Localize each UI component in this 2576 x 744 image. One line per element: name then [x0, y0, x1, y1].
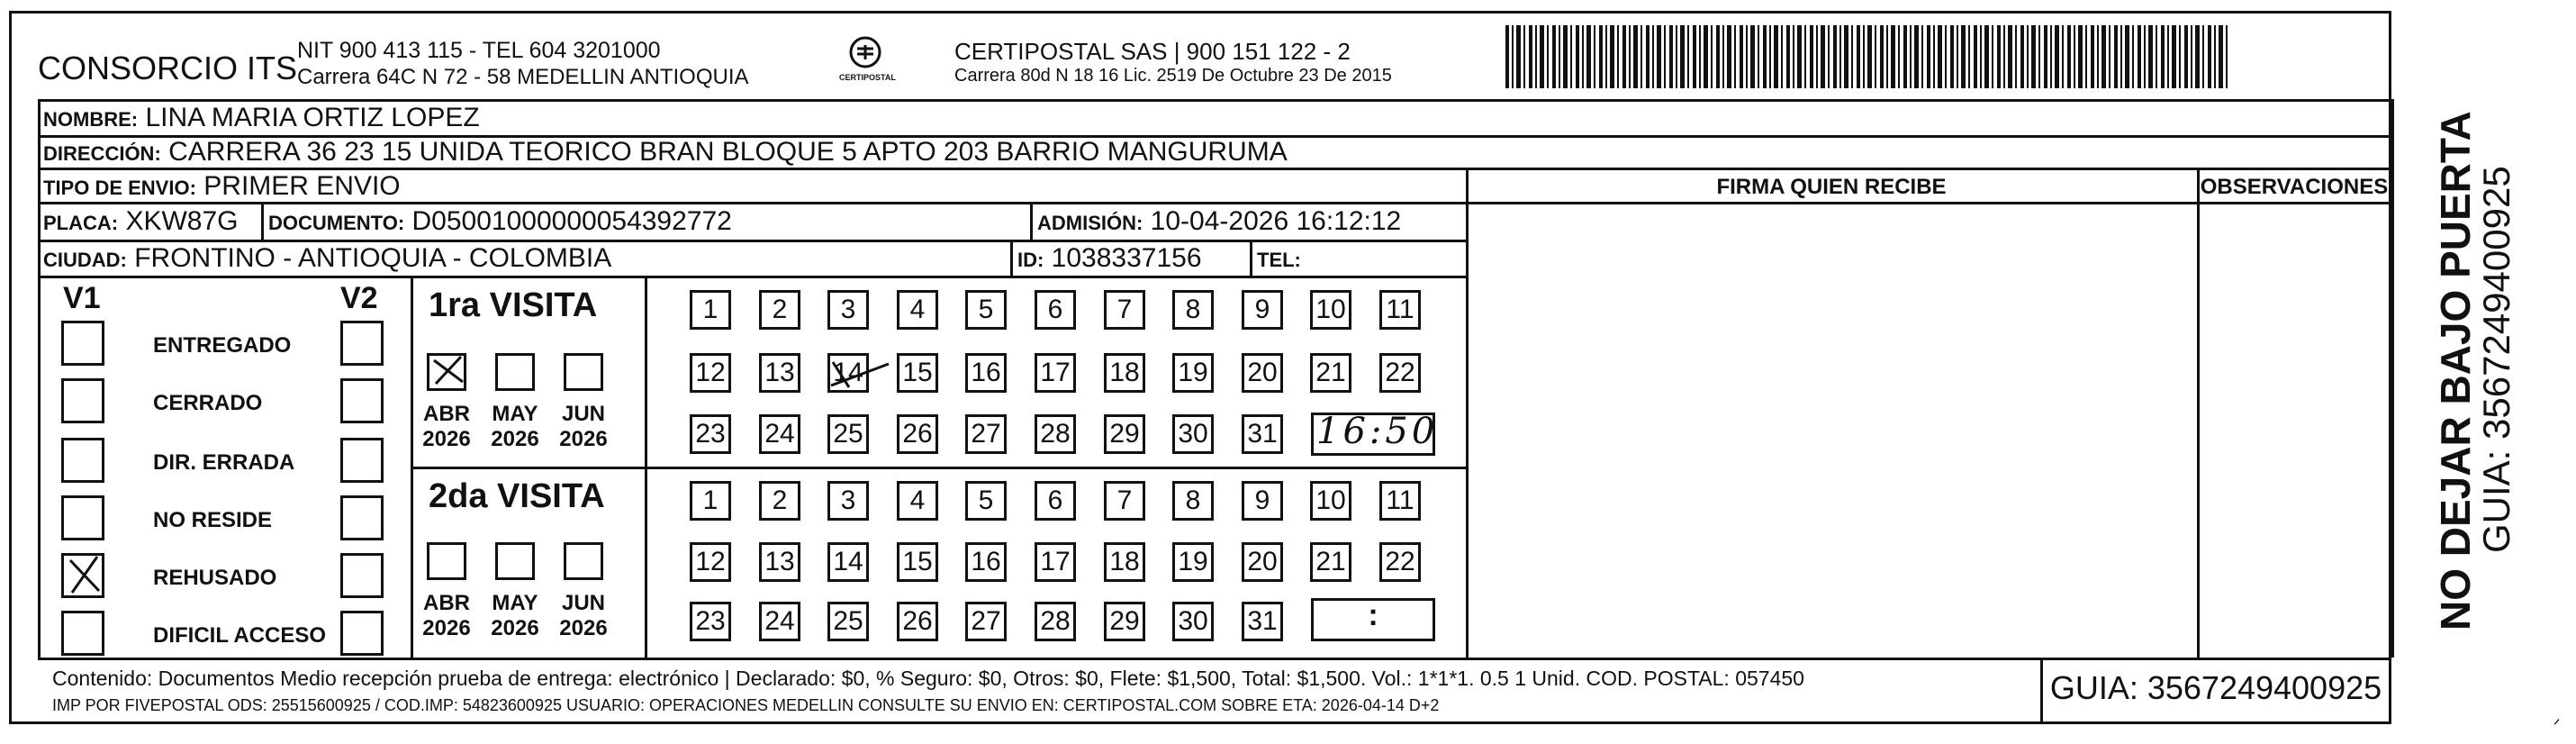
city-value: FRONTINO - ANTIOQUIA - COLOMBIA — [134, 243, 612, 273]
city-field — [43, 245, 611, 272]
month-name: ABR — [423, 402, 470, 426]
rule — [2391, 99, 2394, 658]
month-checkbox[interactable] — [427, 542, 466, 580]
month-year: 2026 — [559, 426, 608, 451]
day-box[interactable]: 30 — [1172, 414, 1214, 454]
id-field — [1017, 245, 1202, 272]
day-box[interactable]: 8 — [1172, 481, 1214, 521]
day-box[interactable]: 8 — [1172, 290, 1214, 330]
city-label: CIUDAD: — [43, 249, 127, 271]
second-visit-time-separator: : — [1368, 598, 1378, 632]
month-year: 2026 — [491, 615, 539, 640]
rule — [38, 168, 2391, 170]
barcode — [1505, 25, 2231, 88]
first-visit-time-handwritten: 16:50 — [1316, 411, 1439, 452]
day-box[interactable]: 30 — [1172, 602, 1214, 641]
day-box[interactable]: 14 — [827, 542, 869, 582]
v1-checkbox[interactable] — [61, 321, 104, 366]
v2-checkbox[interactable] — [340, 438, 384, 483]
second-visit-title: 2da VISITA — [429, 477, 605, 515]
month-label — [552, 402, 615, 451]
delivery-option-label: CERRADO — [153, 391, 263, 415]
v1-checkbox[interactable] — [61, 611, 104, 656]
delivery-option-label: DIR. ERRADA — [153, 450, 295, 475]
day-box[interactable]: 3 — [827, 290, 869, 330]
day-box[interactable]: 17 — [1035, 353, 1076, 393]
day-box[interactable]: 9 — [1242, 290, 1283, 330]
day-box[interactable]: 31 — [1242, 414, 1283, 454]
id-value: 1038337156 — [1051, 243, 1202, 273]
day-box[interactable]: 10 — [1310, 481, 1351, 521]
print-info: IMP POR FIVEPOSTAL ODS: 25515600925 / COD.IMP: 54823600925 USUARIO: OPERACIONES MEDELLIN CONSULTE SU ENVIO EN: CERTIPOSTAL.COM SOBRE ETA: 2026-04-14 D+2 — [52, 696, 1440, 714]
day-box[interactable]: 12 — [690, 542, 731, 582]
tel-field — [1257, 245, 1301, 272]
day-checkmark — [829, 355, 892, 391]
month-checkbox[interactable] — [564, 542, 603, 580]
v2-checkbox[interactable] — [340, 495, 384, 540]
rule — [411, 467, 1466, 469]
plate-label: PLACA: — [43, 212, 119, 234]
day-box[interactable]: 15 — [897, 542, 938, 582]
day-box[interactable]: 6 — [1035, 290, 1076, 330]
day-box[interactable]: 20 — [1242, 542, 1283, 582]
send-type-field — [43, 173, 401, 200]
footer-guide-number: GUIA: 3567249400925 — [2049, 669, 2382, 706]
month-name: MAY — [492, 402, 538, 426]
logo-text: CERTIPOSTAL — [839, 73, 896, 82]
day-box[interactable]: 23 — [690, 602, 731, 641]
day-box[interactable]: 19 — [1172, 353, 1214, 393]
v1-checkbox[interactable] — [61, 378, 104, 423]
observations-header: OBSERVACIONES — [2200, 175, 2389, 199]
admission-value: 10-04-2026 16:12:12 — [1150, 206, 1402, 236]
v1-checkbox[interactable] — [61, 495, 104, 540]
day-box[interactable]: 29 — [1104, 414, 1145, 454]
day-box[interactable]: 14 — [827, 353, 869, 393]
first-visit-title: 1ra VISITA — [429, 286, 598, 324]
plate-field — [43, 208, 239, 235]
day-box[interactable]: 27 — [965, 414, 1007, 454]
day-box[interactable]: 11 — [1379, 290, 1421, 330]
do-not-leave-under-door-warning: NO DEJAR BAJO PUERTA — [2432, 111, 2479, 631]
day-box[interactable]: 26 — [897, 602, 938, 641]
admission-label: ADMISIÓN: — [1037, 212, 1143, 234]
day-box[interactable]: 16 — [965, 353, 1007, 393]
day-box[interactable]: 18 — [1104, 542, 1145, 582]
month-label — [484, 591, 547, 640]
day-box[interactable]: 10 — [1310, 290, 1351, 330]
v1-checkbox[interactable] — [61, 438, 104, 483]
company-address: Carrera 64C N 72 - 58 MEDELLIN ANTIOQUIA — [297, 65, 749, 89]
month-checkbox[interactable] — [564, 353, 603, 391]
day-box[interactable]: 1 — [690, 290, 731, 330]
rule — [1466, 202, 2391, 204]
day-box[interactable]: 12 — [690, 353, 731, 393]
month-label — [484, 402, 547, 451]
day-box[interactable]: 16 — [965, 542, 1007, 582]
rule — [38, 202, 1466, 204]
day-box[interactable]: 9 — [1242, 481, 1283, 521]
id-label: ID: — [1017, 249, 1044, 271]
month-year: 2026 — [559, 615, 608, 640]
month-year: 2026 — [491, 426, 539, 451]
month-checkmark — [430, 355, 465, 386]
delivery-option-label: NO RESIDE — [153, 508, 273, 532]
day-box[interactable]: 28 — [1035, 414, 1076, 454]
side-guide-number: GUIA: 3567249400925 — [2475, 166, 2517, 553]
day-box[interactable]: 28 — [1035, 602, 1076, 641]
month-name: JUN — [561, 402, 605, 426]
day-box[interactable]: 15 — [897, 353, 938, 393]
month-name: JUN — [561, 591, 605, 615]
day-box[interactable]: 21 — [1310, 353, 1351, 393]
day-box[interactable]: 7 — [1104, 290, 1145, 330]
rule — [1030, 202, 1033, 240]
day-box[interactable]: 4 — [897, 481, 938, 521]
corner-mark: ᐟ — [2553, 716, 2561, 734]
month-checkbox[interactable] — [495, 353, 535, 391]
month-year: 2026 — [422, 426, 471, 451]
day-box[interactable]: 13 — [759, 542, 800, 582]
day-box[interactable]: 5 — [965, 290, 1007, 330]
day-box[interactable]: 26 — [897, 414, 938, 454]
day-box[interactable]: 3 — [827, 481, 869, 521]
day-box[interactable]: 1 — [690, 481, 731, 521]
recipient-name: LINA MARIA ORTIZ LOPEZ — [145, 103, 480, 132]
month-label — [415, 591, 478, 640]
company-name: CONSORCIO ITS — [38, 50, 298, 86]
courier-license: Carrera 80d N 18 16 Lic. 2519 De Octubre 23 De 2015 — [954, 66, 1392, 86]
company-nit-tel: NIT 900 413 115 - TEL 604 3201000 — [297, 38, 661, 63]
content-declaration: Contenido: Documentos Medio recepción prueba de entrega: electrónico | Declarado: $0, % Seguro: $0, Otros: $0, Flete: $1,500, Total: $1,500. Vol.: 1*1*1. 0.5 1 Unid. COD. POSTAL: 057450 — [52, 667, 1804, 690]
month-year: 2026 — [422, 615, 471, 640]
rule — [1010, 240, 1013, 276]
day-box[interactable]: 22 — [1379, 542, 1421, 582]
day-box[interactable]: 24 — [759, 414, 800, 454]
day-box[interactable]: 7 — [1104, 481, 1145, 521]
plate-value: XKW87G — [125, 206, 239, 236]
rule — [1466, 168, 1469, 658]
certipostal-logo — [839, 34, 896, 90]
send-type-value: PRIMER ENVIO — [203, 171, 401, 201]
day-box[interactable]: 22 — [1379, 353, 1421, 393]
month-checkbox[interactable] — [495, 542, 535, 580]
recipient-address: CARRERA 36 23 15 UNIDA TEORICO BRAN BLOQUE 5 APTO 203 BARRIO MANGURUMA — [168, 137, 1288, 167]
name-field — [43, 104, 480, 132]
month-name: MAY — [492, 591, 538, 615]
rule — [38, 99, 2391, 102]
day-box[interactable]: 24 — [759, 602, 800, 641]
day-box[interactable]: 21 — [1310, 542, 1351, 582]
day-box[interactable]: 5 — [965, 481, 1007, 521]
tel-label: TEL: — [1257, 249, 1301, 271]
day-box[interactable]: 13 — [759, 353, 800, 393]
day-box[interactable]: 2 — [759, 481, 800, 521]
day-box[interactable]: 29 — [1104, 602, 1145, 641]
document-value: D05001000000054392772 — [411, 206, 732, 236]
day-box[interactable]: 27 — [965, 602, 1007, 641]
document-label: DOCUMENTO: — [268, 212, 405, 234]
day-box[interactable]: 18 — [1104, 353, 1145, 393]
month-name: ABR — [423, 591, 470, 615]
v2-checkbox[interactable] — [340, 378, 384, 423]
v1-checkmark — [67, 555, 101, 594]
rule — [38, 276, 1466, 278]
day-box[interactable]: 11 — [1379, 481, 1421, 521]
delivery-option-label: REHUSADO — [153, 566, 277, 590]
rule — [2197, 168, 2200, 658]
v2-checkbox[interactable] — [340, 321, 384, 366]
day-box[interactable]: 2 — [759, 290, 800, 330]
day-box[interactable]: 6 — [1035, 481, 1076, 521]
rule — [38, 658, 2391, 660]
day-box[interactable]: 17 — [1035, 542, 1076, 582]
admission-field — [1037, 208, 1401, 235]
delivery-option-label: ENTREGADO — [153, 333, 292, 358]
month-label — [552, 591, 615, 640]
rule — [38, 99, 41, 658]
v1-label: V1 — [63, 281, 101, 315]
day-box[interactable]: 31 — [1242, 602, 1283, 641]
address-label: DIRECCIÓN: — [43, 142, 161, 165]
day-box[interactable]: 19 — [1172, 542, 1214, 582]
day-box[interactable]: 23 — [690, 414, 731, 454]
document-field — [268, 208, 732, 235]
receiver-signature-header: FIRMA QUIEN RECIBE — [1716, 175, 1947, 199]
delivery-option-label: DIFICIL ACCESO — [153, 623, 327, 648]
day-box[interactable]: 20 — [1242, 353, 1283, 393]
rule — [261, 202, 264, 240]
day-box[interactable]: 25 — [827, 414, 869, 454]
rule — [1250, 240, 1252, 276]
send-type-label: TIPO DE ENVIO: — [43, 177, 196, 199]
v2-label: V2 — [340, 281, 378, 315]
v2-checkbox[interactable] — [340, 553, 384, 598]
month-label — [415, 402, 478, 451]
name-label: NOMBRE: — [43, 108, 139, 131]
day-box[interactable]: 4 — [897, 290, 938, 330]
address-field — [43, 139, 1288, 166]
courier-name: CERTIPOSTAL SAS | 900 151 122 - 2 — [954, 38, 1351, 65]
v2-checkbox[interactable] — [340, 611, 384, 656]
day-box[interactable]: 25 — [827, 602, 869, 641]
